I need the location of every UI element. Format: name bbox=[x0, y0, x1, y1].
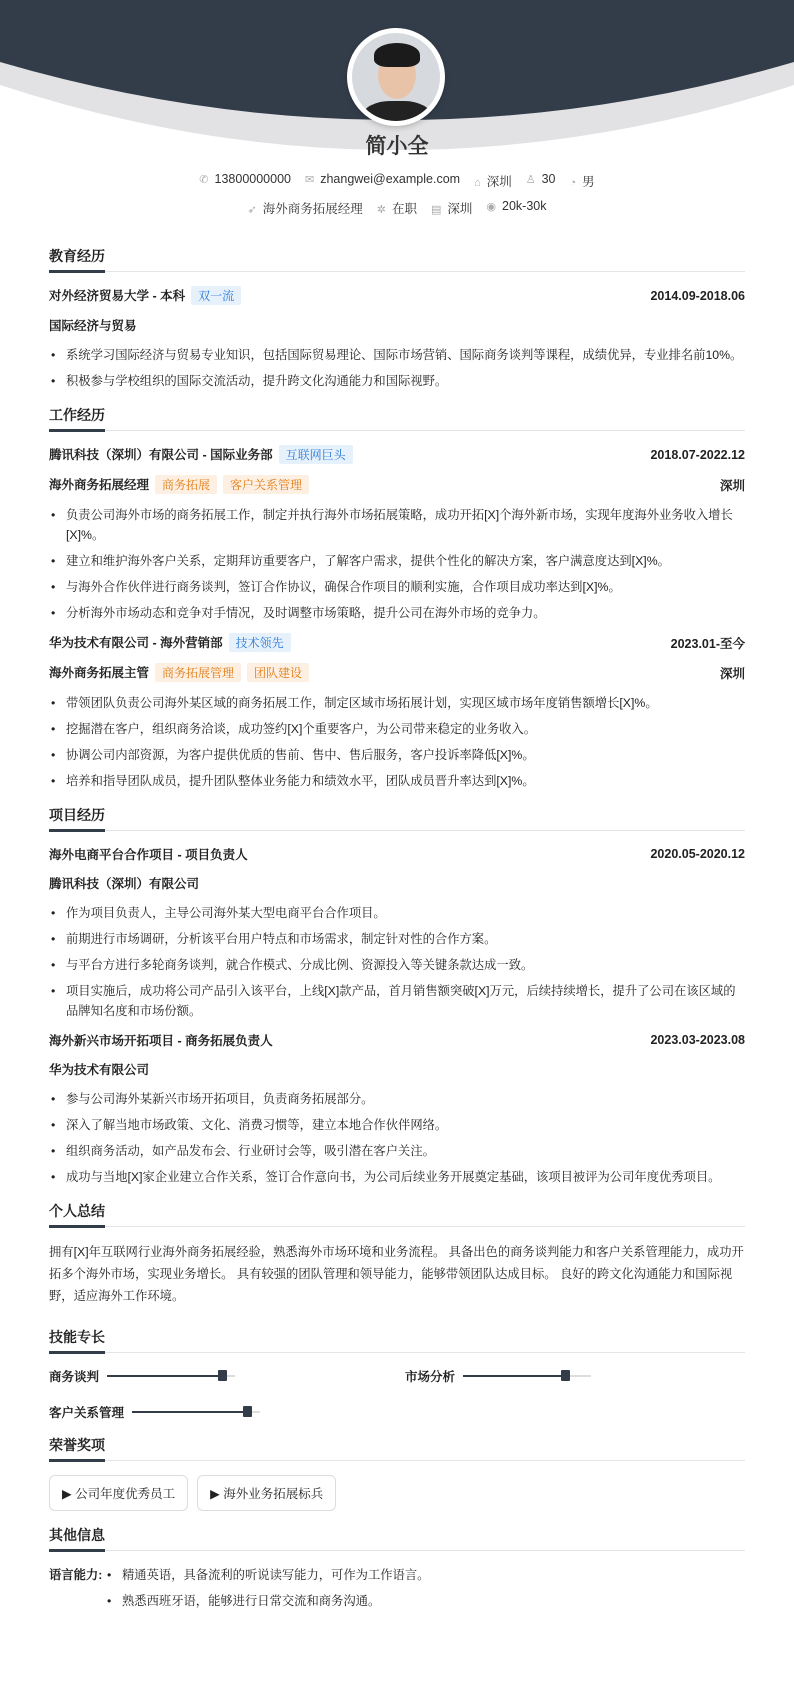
list-item: • 精通英语，具备流利的听说读写能力，可作为工作语言。 bbox=[105, 1565, 429, 1585]
role-wrap bbox=[49, 475, 309, 494]
skill-name: 客户关系管理 bbox=[49, 1406, 125, 1420]
project-section bbox=[49, 805, 745, 1187]
role-row bbox=[49, 663, 745, 682]
list-item: • 项目实施后，成功将公司产品引入该平台，上线[X]款产品，首月销售额突破[X]万元，后续持续增长，提升了公司在该区域的品牌知名度和市场份额。 bbox=[49, 981, 745, 1021]
bullet-list bbox=[49, 903, 745, 1021]
summary-text: 拥有[X]年互联网行业海外商务拓展经验，熟悉海外市场环境和业务流程。 具备出色的商务谈判能力和客户关系管理能力，成功开拓多个海外市场，实现业务增长。 具有较强的团队管理和领导能力，能够带领团队达成目标。 良好的跨文化沟通能力和国际视野，适应海外工作环境。 bbox=[49, 1245, 744, 1303]
bullet-list bbox=[49, 693, 745, 791]
list-item: • 前期进行市场调研，分析该平台用户特点和市场需求，制定针对性的合作方案。 bbox=[49, 929, 745, 949]
skill-thumb bbox=[218, 1370, 227, 1381]
city: 深圳 bbox=[719, 478, 745, 493]
award-item bbox=[49, 1475, 188, 1511]
list-item: • 与平台方进行多轮商务谈判，就合作模式、分成比例、资源投入等关键条款达成一致。 bbox=[49, 955, 745, 975]
language-label: 语言能力: bbox=[49, 1568, 103, 1582]
section-title: 项目经历 bbox=[49, 805, 745, 831]
phone-icon: ✆ bbox=[199, 174, 209, 186]
job-intent-row bbox=[0, 199, 794, 217]
skill-item bbox=[49, 1367, 405, 1385]
role-row bbox=[49, 475, 745, 494]
salary: 20k-30k bbox=[502, 199, 547, 213]
candidate-name: 简小全 bbox=[365, 135, 429, 158]
skill-item bbox=[49, 1403, 405, 1421]
age: 30 bbox=[541, 172, 556, 186]
list-item: • 积极参与学校组织的国际交流活动，提升跨文化沟通能力和国际视野。 bbox=[49, 371, 745, 391]
role-wrap bbox=[49, 663, 309, 682]
section-title: 个人总结 bbox=[49, 1201, 745, 1227]
skill-slider bbox=[463, 1375, 591, 1377]
project-row bbox=[49, 845, 745, 863]
bullet-list bbox=[49, 1089, 745, 1187]
list-item: • 协调公司内部资源，为客户提供优质的售前、售中、售后服务，客户投诉率降低[X]%。 bbox=[49, 745, 745, 765]
city: 深圳 bbox=[719, 666, 745, 681]
award-label: 海外业务拓展标兵 bbox=[223, 1487, 324, 1501]
skills-section bbox=[49, 1327, 745, 1421]
skill-tag: 客户关系管理 bbox=[223, 475, 309, 494]
skill-tag: 团队建设 bbox=[247, 663, 309, 682]
company: 腾讯科技（深圳）有限公司 - 国际业务部 bbox=[49, 448, 273, 462]
skill-fill bbox=[132, 1411, 247, 1413]
company-wrap bbox=[49, 445, 353, 464]
awards-section bbox=[49, 1435, 745, 1511]
skill-tag: 商务拓展管理 bbox=[155, 663, 241, 682]
age-icon: ♙ bbox=[525, 174, 536, 186]
section-title: 其他信息 bbox=[49, 1525, 745, 1551]
date: 2018.07-2022.12 bbox=[650, 447, 745, 462]
other-section bbox=[49, 1525, 745, 1627]
summary-section bbox=[49, 1201, 745, 1307]
avatar bbox=[347, 28, 445, 126]
phone: 13800000000 bbox=[214, 172, 291, 186]
section-title: 工作经历 bbox=[49, 405, 745, 431]
project-name: 海外电商平台合作项目 - 项目负责人 bbox=[49, 848, 248, 862]
section-title: 技能专长 bbox=[49, 1327, 745, 1353]
list-item: • 建立和维护海外客户关系，定期拜访重要客户，了解客户需求，提供个性化的解决方案，客户满意度达到[X]%。 bbox=[49, 551, 745, 571]
triangle-icon: ▶ bbox=[210, 1487, 224, 1501]
list-item: • 熟悉西班牙语，能够进行日常交流和商务沟通。 bbox=[105, 1591, 429, 1611]
skill-slider bbox=[132, 1411, 260, 1413]
project-name: 海外新兴市场开拓项目 - 商务拓展负责人 bbox=[49, 1034, 273, 1048]
skill-item bbox=[405, 1367, 745, 1385]
building-icon: ▤ bbox=[430, 204, 442, 216]
contact-row bbox=[0, 172, 794, 190]
triangle-icon: ▶ bbox=[62, 1487, 76, 1501]
skill-name: 市场分析 bbox=[405, 1370, 456, 1384]
list-item: • 分析海外市场动态和竞争对手情况，及时调整市场策略，提升公司在海外市场的竞争力。 bbox=[49, 603, 745, 623]
role: 海外商务拓展主管 bbox=[49, 666, 150, 680]
skill-thumb bbox=[561, 1370, 570, 1381]
home-icon: ⌂ bbox=[474, 177, 481, 189]
skill-fill bbox=[463, 1375, 565, 1377]
gender-icon: ◔ bbox=[569, 177, 577, 189]
send-icon: ➶ bbox=[247, 204, 257, 216]
list-item: • 与海外合作伙伴进行商务谈判，签订合作协议，确保合作项目的顺利实施，合作项目成功率达到[X]%。 bbox=[49, 577, 745, 597]
mail-icon: ✉ bbox=[305, 174, 315, 186]
project-row bbox=[49, 1031, 745, 1049]
skill-thumb bbox=[243, 1406, 252, 1417]
date: 2014.09-2018.06 bbox=[650, 288, 745, 303]
gender: 男 bbox=[582, 175, 595, 189]
company-row bbox=[49, 633, 745, 652]
list-item: • 带领团队负责公司海外某区域的商务拓展工作，制定区域市场拓展计划，实现区域市场年度销售额增长[X]%。 bbox=[49, 693, 745, 713]
skill-tag: 商务拓展 bbox=[155, 475, 217, 494]
bullet-list bbox=[49, 505, 745, 623]
email: zhangwei@example.com bbox=[320, 172, 461, 186]
list-item: • 培养和指导团队成员，提升团队整体业务能力和绩效水平，团队成员晋升率达到[X]%。 bbox=[49, 771, 745, 791]
work-city: 深圳 bbox=[447, 202, 473, 216]
list-item: • 系统学习国际经济与贸易专业知识，包括国际贸易理论、国际市场营销、国际商务谈判等课程，成绩优异，专业排名前10%。 bbox=[49, 345, 745, 365]
city: 深圳 bbox=[486, 175, 512, 189]
company-tag: 互联网巨头 bbox=[279, 445, 353, 464]
major: 国际经济与贸易 bbox=[49, 319, 137, 333]
section-title: 荣誉奖项 bbox=[49, 1435, 745, 1461]
award-label: 公司年度优秀员工 bbox=[75, 1487, 176, 1501]
project-company-row bbox=[49, 1060, 745, 1078]
project-company: 腾讯科技（深圳）有限公司 bbox=[49, 877, 200, 891]
company-tag: 技术领先 bbox=[229, 633, 291, 652]
date: 2023.03-2023.08 bbox=[650, 1033, 745, 1047]
salary-icon: ◉ bbox=[486, 201, 496, 213]
date: 2020.05-2020.12 bbox=[650, 847, 745, 861]
education-section bbox=[49, 246, 745, 391]
project-company: 华为技术有限公司 bbox=[49, 1063, 150, 1077]
skill-slider bbox=[107, 1375, 235, 1377]
company: 华为技术有限公司 - 海外营销部 bbox=[49, 636, 223, 650]
project-company-row bbox=[49, 874, 745, 892]
company-row bbox=[49, 445, 745, 464]
role: 海外商务拓展经理 bbox=[49, 478, 150, 492]
list-item: • 成功与当地[X]家企业建立合作关系，签订合作意向书，为公司后续业务开展奠定基础，该项目被评为公司年度优秀项目。 bbox=[49, 1167, 745, 1187]
school: 对外经济贸易大学 - 本科 bbox=[49, 289, 186, 303]
list-item: • 深入了解当地市场政策、文化、消费习惯等，建立本地合作伙伴网络。 bbox=[49, 1115, 745, 1135]
list-item: • 作为项目负责人，主导公司海外某大型电商平台合作项目。 bbox=[49, 903, 745, 923]
skill-name: 商务谈判 bbox=[49, 1370, 100, 1384]
position: 海外商务拓展经理 bbox=[262, 202, 363, 216]
work-section bbox=[49, 405, 745, 791]
status: 在职 bbox=[391, 202, 417, 216]
skill-fill bbox=[107, 1375, 222, 1377]
list-item: • 负责公司海外市场的商务拓展工作，制定并执行海外市场拓展策略，成功开拓[X]个海外新市场，实现年度海外业务收入增长[X]%。 bbox=[49, 505, 745, 545]
school-tag: 双一流 bbox=[191, 286, 241, 305]
award-item bbox=[197, 1475, 336, 1511]
company-wrap bbox=[49, 633, 291, 652]
list-item: • 参与公司海外某新兴市场开拓项目，负责商务拓展部分。 bbox=[49, 1089, 745, 1109]
date: 2023.01-至今 bbox=[670, 636, 745, 651]
section-title: 教育经历 bbox=[49, 246, 745, 272]
list-item: • 挖掘潜在客户，组织商务洽谈，成功签约[X]个重要客户，为公司带来稳定的业务收入。 bbox=[49, 719, 745, 739]
status-icon: ✲ bbox=[376, 204, 386, 216]
list-item: • 组织商务活动，如产品发布会、行业研讨会等，吸引潜在客户关注。 bbox=[49, 1141, 745, 1161]
